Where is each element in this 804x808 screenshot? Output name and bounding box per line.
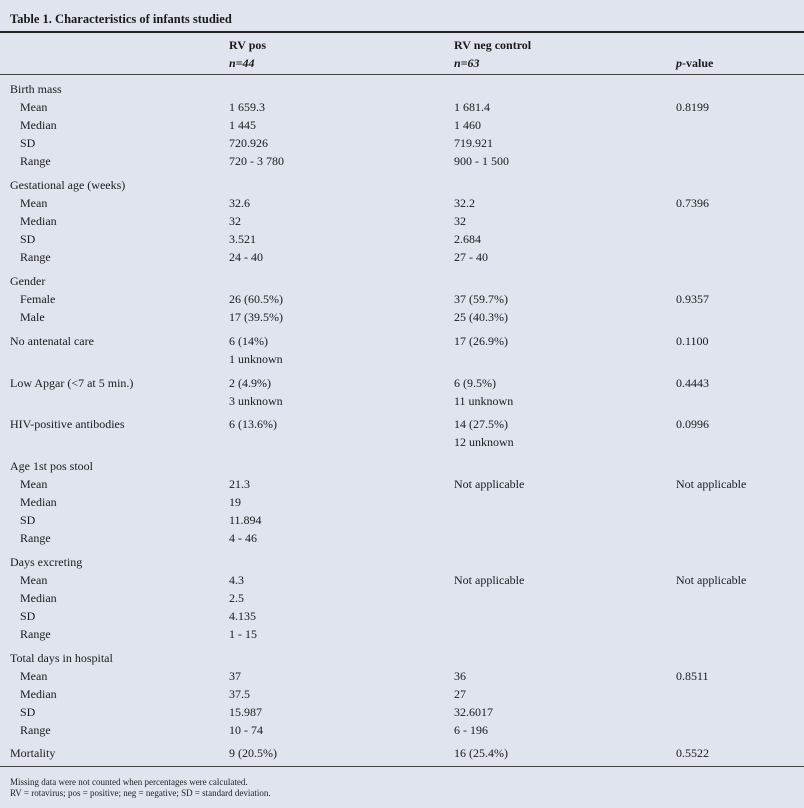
row-label: Range [20,723,51,737]
row-label: HIV-positive antibodies [10,417,125,431]
footnote-1: Missing data were not counted when percentages were calculated. [10,777,248,787]
rv-pos-cell: 32.6 [229,196,250,210]
row-label: SD [20,705,36,719]
row-label: Mortality [10,746,56,760]
rv-pos-cell: 2 (4.9%) [229,376,271,390]
rv-neg-cell: 27 - 40 [454,250,488,264]
row-label: Median [20,118,57,132]
header-p-value: p-value [676,56,714,70]
row-label: Gender [10,274,46,288]
rv-neg-cell: 2.684 [454,232,481,246]
row-label: Range [20,531,51,545]
rv-pos-cell: 15.987 [229,705,262,719]
row-label: SD [20,136,36,150]
row-label: Median [20,214,57,228]
p-value-cell: 0.8199 [676,100,709,114]
rv-neg-cell: 17 (26.9%) [454,334,508,348]
rv-neg-cell: 32 [454,214,466,228]
row-label: SD [20,232,36,246]
rv-neg-cell: 37 (59.7%) [454,292,508,306]
row-label: No antenatal care [10,334,94,348]
table-title: Table 1. Characteristics of infants studied [10,12,232,26]
table-row [0,553,804,571]
table-row [0,433,804,451]
header-rv-neg-n [454,56,480,71]
rv-pos-cell: 10 - 74 [229,723,263,737]
header-rv-pos-n [229,56,255,71]
rv-pos-cell: 1 659.3 [229,100,265,114]
rv-neg-cell: 32.2 [454,196,475,210]
rv-pos-cell: 32 [229,214,241,228]
table-row [0,248,804,266]
p-value-cell: 0.8511 [676,669,709,683]
rv-pos-cell: 21.3 [229,477,250,491]
rv-neg-cell: 14 (27.5%) [454,417,508,431]
rv-pos-cell: 26 (60.5%) [229,292,283,306]
row-label: Mean [20,196,48,210]
row-label: Median [20,591,57,605]
rv-pos-cell: 1 - 15 [229,627,257,641]
table-row [0,212,804,230]
table-row [0,649,804,667]
table-row [0,230,804,248]
table-row [0,116,804,134]
p-value-cell: 0.9357 [676,292,709,306]
row-label: Female [20,292,56,306]
rv-neg-cell: 900 - 1 500 [454,154,509,168]
rv-neg-cell: 36 [454,669,466,683]
row-label: SD [20,609,36,623]
table-row [0,457,804,475]
rv-pos-cell: 4 - 46 [229,531,257,545]
table-row [0,529,804,547]
row-label: Median [20,687,57,701]
rv-neg-cell: 6 (9.5%) [454,376,496,390]
header-rv-pos: RV pos [229,38,267,52]
p-value-cell: 0.5522 [676,746,709,760]
table-row [0,415,804,433]
table-row [0,744,804,762]
rv-pos-cell: 3 unknown [229,394,283,408]
table-row [0,511,804,529]
row-label: Male [20,310,45,324]
rv-pos-cell: 11.894 [229,513,262,527]
header-rv-neg: RV neg control [454,38,532,52]
row-label: Range [20,154,51,168]
rv-pos-cell: 1 unknown [229,352,283,366]
header-rule [0,74,804,75]
table-row [0,272,804,290]
table-row [0,493,804,511]
table-row [0,176,804,194]
table-row [0,290,804,308]
rv-pos-cell: 24 - 40 [229,250,263,264]
table-row [0,308,804,326]
row-label: Mean [20,573,48,587]
table-row [0,475,804,493]
table-row [0,721,804,739]
table-row [0,152,804,170]
row-label: Days excreting [10,555,83,569]
rv-pos-cell: 4.3 [229,573,244,587]
rv-neg-cell: 6 - 196 [454,723,488,737]
table-row [0,625,804,643]
rv-neg-cell: 16 (25.4%) [454,746,508,760]
rv-neg-cell: 25 (40.3%) [454,310,508,324]
table-row [0,374,804,392]
row-label: Range [20,250,51,264]
rv-neg-cell: Not applicable [454,477,525,491]
row-label: Mean [20,477,48,491]
rv-pos-cell: 1 445 [229,118,256,132]
p-value-cell: Not applicable [676,477,747,491]
row-label: Birth mass [10,82,62,96]
rv-pos-cell: 720 - 3 780 [229,154,284,168]
row-label: SD [20,513,36,527]
table-row [0,607,804,625]
table-row [0,392,804,410]
rv-neg-cell: 1 681.4 [454,100,490,114]
top-rule [0,31,804,33]
row-label: Range [20,627,51,641]
table-row [0,571,804,589]
rv-pos-cell: 2.5 [229,591,244,605]
rv-neg-cell: 32.6017 [454,705,493,719]
rv-pos-cell: 17 (39.5%) [229,310,283,324]
table-row [0,332,804,350]
rv-neg-cell: 11 unknown [454,394,514,408]
rv-neg-cell: Not applicable [454,573,525,587]
table-row [0,80,804,98]
rv-pos-cell: 3.521 [229,232,256,246]
rv-pos-cell: 37 [229,669,241,683]
rv-pos-cell: 37.5 [229,687,250,701]
table-row [0,667,804,685]
table-row [0,134,804,152]
row-label: Total days in hospital [10,651,113,665]
row-label: Median [20,495,57,509]
rv-neg-cell: 12 unknown [454,435,514,449]
table-row [0,350,804,368]
row-label: Mean [20,669,48,683]
table-row [0,685,804,703]
rv-pos-cell: 4.135 [229,609,256,623]
row-label: Age 1st pos stool [10,459,94,473]
table-row [0,194,804,212]
row-label: Gestational age (weeks) [10,178,126,192]
row-label: Low Apgar (<7 at 5 min.) [10,376,134,390]
rv-pos-cell: 19 [229,495,241,509]
p-value-cell: 0.7396 [676,196,709,210]
header-rv-pos-n-text: n=44 [229,56,255,70]
rv-neg-cell: 27 [454,687,466,701]
p-value-cell: Not applicable [676,573,747,587]
rv-pos-cell: 6 (14%) [229,334,268,348]
row-label: Mean [20,100,48,114]
p-value-cell: 0.1100 [676,334,709,348]
table-row [0,98,804,116]
table-row [0,589,804,607]
rv-neg-cell: 719.921 [454,136,493,150]
p-value-cell: 0.0996 [676,417,709,431]
p-value-cell: 0.4443 [676,376,709,390]
rv-pos-cell: 6 (13.6%) [229,417,277,431]
rv-neg-cell: 1 460 [454,118,481,132]
rv-pos-cell: 720.926 [229,136,268,150]
header-rv-neg-n-text: n=63 [454,56,480,70]
rv-pos-cell: 9 (20.5%) [229,746,277,760]
footnote-2: RV = rotavirus; pos = positive; neg = negative; SD = standard deviation. [10,788,271,798]
bottom-rule [0,766,804,767]
table-row [0,703,804,721]
